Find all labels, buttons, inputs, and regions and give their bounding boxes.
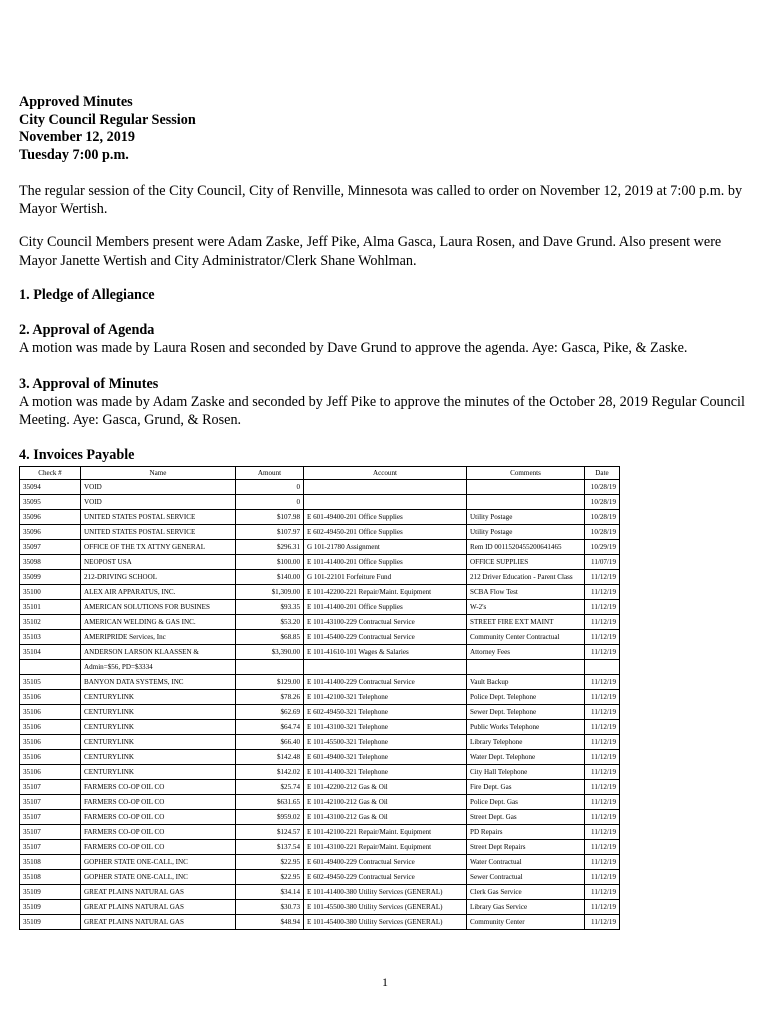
account-cell: E 101-42100-321 Telephone: [304, 690, 467, 705]
name-cell: OFFICE OF THE TX ATTNY GENERAL: [81, 540, 236, 555]
check-number-cell: 35096: [20, 510, 81, 525]
table-row: [20, 705, 620, 720]
table-row: [20, 690, 620, 705]
table-row: [20, 660, 620, 675]
table-row: [20, 735, 620, 750]
date-cell: 11/12/19: [585, 675, 620, 690]
date-cell: 11/12/19: [585, 855, 620, 870]
comments-cell: Attorney Fees: [467, 645, 585, 660]
check-number-cell: 35107: [20, 780, 81, 795]
check-number-cell: 35106: [20, 750, 81, 765]
comments-cell: City Hall Telephone: [467, 765, 585, 780]
amount-cell: $93.35: [236, 600, 304, 615]
check-number-cell: 35102: [20, 615, 81, 630]
comments-cell: Sewer Dept. Telephone: [467, 705, 585, 720]
comments-cell: Sewer Contractual: [467, 870, 585, 885]
name-cell: Admin=$56, PD=$3334: [81, 660, 236, 675]
account-cell: E 602-49450-201 Office Supplies: [304, 525, 467, 540]
date-cell: 10/28/19: [585, 510, 620, 525]
check-number-cell: 35104: [20, 645, 81, 660]
check-number-cell: 35096: [20, 525, 81, 540]
name-cell: FARMERS CO-OP OIL CO: [81, 810, 236, 825]
check-number-cell: 35101: [20, 600, 81, 615]
comments-cell: OFFICE SUPPLIES: [467, 555, 585, 570]
table-row: [20, 585, 620, 600]
account-cell: E 101-41400-201 Office Supplies: [304, 555, 467, 570]
check-number-cell: 35095: [20, 495, 81, 510]
comments-cell: PD Repairs: [467, 825, 585, 840]
amount-cell: $62.69: [236, 705, 304, 720]
account-cell: E 101-43100-321 Telephone: [304, 720, 467, 735]
date-cell: 11/12/19: [585, 885, 620, 900]
table-row: [20, 600, 620, 615]
date-cell: 10/28/19: [585, 495, 620, 510]
table-row: [20, 480, 620, 495]
comments-cell: Vault Backup: [467, 675, 585, 690]
name-cell: VOID: [81, 480, 236, 495]
section-2-text: A motion was made by Laura Rosen and seconded by Dave Grund to approve the agenda. Aye: Gasca, Pike, & Zaske.: [19, 340, 688, 356]
comments-cell: Fire Dept. Gas: [467, 780, 585, 795]
table-row: [20, 720, 620, 735]
date-cell: 11/12/19: [585, 720, 620, 735]
minutes-header: [19, 94, 196, 164]
name-cell: AMERIPRIDE Services, Inc: [81, 630, 236, 645]
name-cell: GREAT PLAINS NATURAL GAS: [81, 900, 236, 915]
table-row: [20, 510, 620, 525]
comments-cell: Police Dept. Telephone: [467, 690, 585, 705]
comments-cell: Street Dept Repairs: [467, 840, 585, 855]
check-number-header: Check #: [20, 467, 81, 480]
account-cell: E 101-41400-229 Contractual Service: [304, 675, 467, 690]
date-cell: 11/12/19: [585, 735, 620, 750]
comments-cell: Library Gas Service: [467, 900, 585, 915]
check-number-cell: 35108: [20, 855, 81, 870]
amount-cell: $959.02: [236, 810, 304, 825]
date-cell: 11/07/19: [585, 555, 620, 570]
date-cell: 10/28/19: [585, 525, 620, 540]
check-number-cell: 35100: [20, 585, 81, 600]
amount-cell: 0: [236, 480, 304, 495]
table-row: [20, 630, 620, 645]
date-cell: 11/12/19: [585, 600, 620, 615]
date-cell: 11/12/19: [585, 645, 620, 660]
name-cell: CENTURYLINK: [81, 735, 236, 750]
table-row: [20, 525, 620, 540]
check-number-cell: 35106: [20, 720, 81, 735]
intro-paragraph: The regular session of the City Council, City of Renville, Minnesota was called to order on November 12, 2019 at 7:00 p.m. by Mayor Wertish.: [19, 183, 743, 217]
table-row: [20, 540, 620, 555]
account-cell: E 101-45500-321 Telephone: [304, 735, 467, 750]
comments-cell: Library Telephone: [467, 735, 585, 750]
name-cell: FARMERS CO-OP OIL CO: [81, 825, 236, 840]
name-cell: FARMERS CO-OP OIL CO: [81, 780, 236, 795]
account-cell: E 601-49400-321 Telephone: [304, 750, 467, 765]
header-time: Tuesday 7:00 p.m.: [19, 146, 129, 163]
name-cell: UNITED STATES POSTAL SERVICE: [81, 525, 236, 540]
amount-cell: $137.54: [236, 840, 304, 855]
amount-cell: $107.98: [236, 510, 304, 525]
check-number-cell: 35107: [20, 825, 81, 840]
account-cell: E 101-43100-221 Repair/Maint. Equipment: [304, 840, 467, 855]
check-number-cell: 35107: [20, 840, 81, 855]
amount-cell: $48.94: [236, 915, 304, 930]
comments-cell: Water Dept. Telephone: [467, 750, 585, 765]
account-cell: E 101-42200-212 Gas & Oil: [304, 780, 467, 795]
table-row: [20, 900, 620, 915]
name-cell: UNITED STATES POSTAL SERVICE: [81, 510, 236, 525]
date-cell: 11/12/19: [585, 870, 620, 885]
check-number-cell: 35106: [20, 690, 81, 705]
check-number-cell: 35109: [20, 915, 81, 930]
account-cell: E 101-45400-380 Utility Services (GENERAL): [304, 915, 467, 930]
amount-cell: $631.65: [236, 795, 304, 810]
account-cell: E 101-41400-380 Utility Services (GENERAL): [304, 885, 467, 900]
header-title: Approved Minutes: [19, 94, 133, 110]
table-row: [20, 555, 620, 570]
name-cell: GREAT PLAINS NATURAL GAS: [81, 915, 236, 930]
table-header-row: [20, 467, 620, 480]
name-cell: 212-DRIVING SCHOOL: [81, 570, 236, 585]
comments-cell: Police Dept. Gas: [467, 795, 585, 810]
date-cell: 11/12/19: [585, 705, 620, 720]
name-cell: CENTURYLINK: [81, 705, 236, 720]
name-cell: GOPHER STATE ONE-CALL, INC: [81, 855, 236, 870]
date-cell: 10/28/19: [585, 480, 620, 495]
amount-header: Amount: [236, 467, 304, 480]
table-row: [20, 675, 620, 690]
table-row: [20, 615, 620, 630]
check-number-cell: 35106: [20, 735, 81, 750]
account-cell: E 101-42200-221 Repair/Maint. Equipment: [304, 585, 467, 600]
name-cell: VOID: [81, 495, 236, 510]
table-row: [20, 840, 620, 855]
name-cell: GREAT PLAINS NATURAL GAS: [81, 885, 236, 900]
table-row: [20, 825, 620, 840]
name-cell: GOPHER STATE ONE-CALL, INC: [81, 870, 236, 885]
header-session: City Council Regular Session: [19, 111, 196, 128]
table-row: [20, 780, 620, 795]
name-cell: CENTURYLINK: [81, 765, 236, 780]
comments-cell: Clerk Gas Service: [467, 885, 585, 900]
check-number-cell: 35103: [20, 630, 81, 645]
table-row: [20, 795, 620, 810]
amount-cell: $140.00: [236, 570, 304, 585]
name-cell: FARMERS CO-OP OIL CO: [81, 840, 236, 855]
account-cell: G 101-21780 Assignment: [304, 540, 467, 555]
amount-cell: $64.74: [236, 720, 304, 735]
table-row: [20, 885, 620, 900]
section-1-title: 1. Pledge of Allegiance: [19, 287, 155, 303]
table-row: [20, 915, 620, 930]
comments-cell: 212 Driver Education - Parent Class: [467, 570, 585, 585]
name-cell: NEOPOST USA: [81, 555, 236, 570]
amount-cell: $142.02: [236, 765, 304, 780]
check-number-cell: 35108: [20, 870, 81, 885]
date-cell: 11/12/19: [585, 780, 620, 795]
comments-cell: Water Contractual: [467, 855, 585, 870]
account-cell: E 602-49450-321 Telephone: [304, 705, 467, 720]
account-cell: E 101-43100-212 Gas & Oil: [304, 810, 467, 825]
table-row: [20, 870, 620, 885]
account-cell: [304, 495, 467, 510]
date-header: Date: [585, 467, 620, 480]
check-number-cell: 35105: [20, 675, 81, 690]
section-4-title: 4. Invoices Payable: [19, 447, 135, 463]
date-cell: 11/12/19: [585, 765, 620, 780]
amount-cell: $142.48: [236, 750, 304, 765]
date-cell: 11/12/19: [585, 570, 620, 585]
table-row: [20, 750, 620, 765]
date-cell: 11/12/19: [585, 615, 620, 630]
account-cell: E 101-42100-212 Gas & Oil: [304, 795, 467, 810]
section-3-text: A motion was made by Adam Zaske and seconded by Jeff Pike to approve the minutes of the October 28, 2019 Regular Council Meeting. Aye: Gasca, Grund, & Rosen.: [19, 394, 745, 428]
comments-cell: Public Works Telephone: [467, 720, 585, 735]
check-number-cell: 35106: [20, 705, 81, 720]
name-cell: CENTURYLINK: [81, 690, 236, 705]
name-cell: AMERICAN SOLUTIONS FOR BUSINES: [81, 600, 236, 615]
table-row: [20, 765, 620, 780]
amount-cell: 0: [236, 495, 304, 510]
amount-cell: $22.95: [236, 870, 304, 885]
comments-cell: SCBA Flow Test: [467, 585, 585, 600]
invoices-table-body: [20, 480, 620, 930]
account-cell: E 602-49450-229 Contractual Service: [304, 870, 467, 885]
amount-cell: [236, 660, 304, 675]
table-row: [20, 570, 620, 585]
date-cell: 11/12/19: [585, 915, 620, 930]
check-number-cell: 35099: [20, 570, 81, 585]
amount-cell: $78.26: [236, 690, 304, 705]
amount-cell: $22.95: [236, 855, 304, 870]
page-number: 1: [382, 975, 388, 989]
account-cell: E 101-43100-229 Contractual Service: [304, 615, 467, 630]
comments-cell: Street Dept. Gas: [467, 810, 585, 825]
name-cell: BANYON DATA SYSTEMS, INC: [81, 675, 236, 690]
table-row: [20, 495, 620, 510]
amount-cell: $30.73: [236, 900, 304, 915]
comments-cell: W-2's: [467, 600, 585, 615]
date-cell: 11/12/19: [585, 750, 620, 765]
date-cell: 10/29/19: [585, 540, 620, 555]
comments-cell: [467, 660, 585, 675]
table-row: [20, 855, 620, 870]
comments-cell: Community Center: [467, 915, 585, 930]
account-cell: E 601-49400-229 Contractual Service: [304, 855, 467, 870]
header-date: November 12, 2019: [19, 129, 135, 146]
name-cell: ANDERSON LARSON KLAASSEN &: [81, 645, 236, 660]
comments-cell: Community Center Contractual: [467, 630, 585, 645]
check-number-cell: 35106: [20, 765, 81, 780]
account-cell: E 601-49400-201 Office Supplies: [304, 510, 467, 525]
amount-cell: $53.20: [236, 615, 304, 630]
section-3-title: 3. Approval of Minutes: [19, 376, 159, 392]
amount-cell: $25.74: [236, 780, 304, 795]
check-number-cell: 35098: [20, 555, 81, 570]
account-cell: E 101-45500-380 Utility Services (GENERAL): [304, 900, 467, 915]
account-cell: E 101-41610-101 Wages & Salaries: [304, 645, 467, 660]
name-cell: CENTURYLINK: [81, 750, 236, 765]
invoices-table: [19, 466, 620, 930]
date-cell: 11/12/19: [585, 900, 620, 915]
amount-cell: $107.97: [236, 525, 304, 540]
amount-cell: $66.40: [236, 735, 304, 750]
amount-cell: $3,390.00: [236, 645, 304, 660]
check-number-cell: 35094: [20, 480, 81, 495]
comments-cell: Utility Postage: [467, 525, 585, 540]
comments-cell: Rem ID 0011520455200641465: [467, 540, 585, 555]
check-number-cell: 35109: [20, 885, 81, 900]
comments-header: Comments: [467, 467, 585, 480]
check-number-cell: 35097: [20, 540, 81, 555]
amount-cell: $296.31: [236, 540, 304, 555]
date-cell: 11/12/19: [585, 795, 620, 810]
amount-cell: $124.57: [236, 825, 304, 840]
name-cell: AMERICAN WELDING & GAS INC.: [81, 615, 236, 630]
name-cell: ALEX AIR APPARATUS, INC.: [81, 585, 236, 600]
date-cell: 11/12/19: [585, 825, 620, 840]
comments-cell: STREET FIRE EXT MAINT: [467, 615, 585, 630]
section-2-title: 2. Approval of Agenda: [19, 322, 155, 338]
amount-cell: $34.14: [236, 885, 304, 900]
account-header: Account: [304, 467, 467, 480]
check-number-cell: [20, 660, 81, 675]
account-cell: E 101-42100-221 Repair/Maint. Equipment: [304, 825, 467, 840]
name-cell: FARMERS CO-OP OIL CO: [81, 795, 236, 810]
name-header: Name: [81, 467, 236, 480]
date-cell: 11/12/19: [585, 585, 620, 600]
table-row: [20, 810, 620, 825]
amount-cell: $68.85: [236, 630, 304, 645]
account-cell: E 101-41400-201 Office Supplies: [304, 600, 467, 615]
check-number-cell: 35107: [20, 810, 81, 825]
date-cell: [585, 660, 620, 675]
date-cell: 11/12/19: [585, 810, 620, 825]
date-cell: 11/12/19: [585, 630, 620, 645]
date-cell: 11/12/19: [585, 690, 620, 705]
check-number-cell: 35107: [20, 795, 81, 810]
table-row: [20, 645, 620, 660]
account-cell: E 101-41400-321 Telephone: [304, 765, 467, 780]
amount-cell: $1,309.00: [236, 585, 304, 600]
comments-cell: Utility Postage: [467, 510, 585, 525]
comments-cell: [467, 480, 585, 495]
name-cell: CENTURYLINK: [81, 720, 236, 735]
account-cell: [304, 660, 467, 675]
account-cell: G 101-22101 Forfeiture Fund: [304, 570, 467, 585]
amount-cell: $129.00: [236, 675, 304, 690]
check-number-cell: 35109: [20, 900, 81, 915]
comments-cell: [467, 495, 585, 510]
account-cell: E 101-45400-229 Contractual Service: [304, 630, 467, 645]
amount-cell: $100.00: [236, 555, 304, 570]
date-cell: 11/12/19: [585, 840, 620, 855]
account-cell: [304, 480, 467, 495]
attendance-paragraph: City Council Members present were Adam Zaske, Jeff Pike, Alma Gasca, Laura Rosen, and Dave Grund. Also present were Mayor Janette Wertish and City Administrator/Clerk Shane Wohlman.: [19, 234, 722, 269]
